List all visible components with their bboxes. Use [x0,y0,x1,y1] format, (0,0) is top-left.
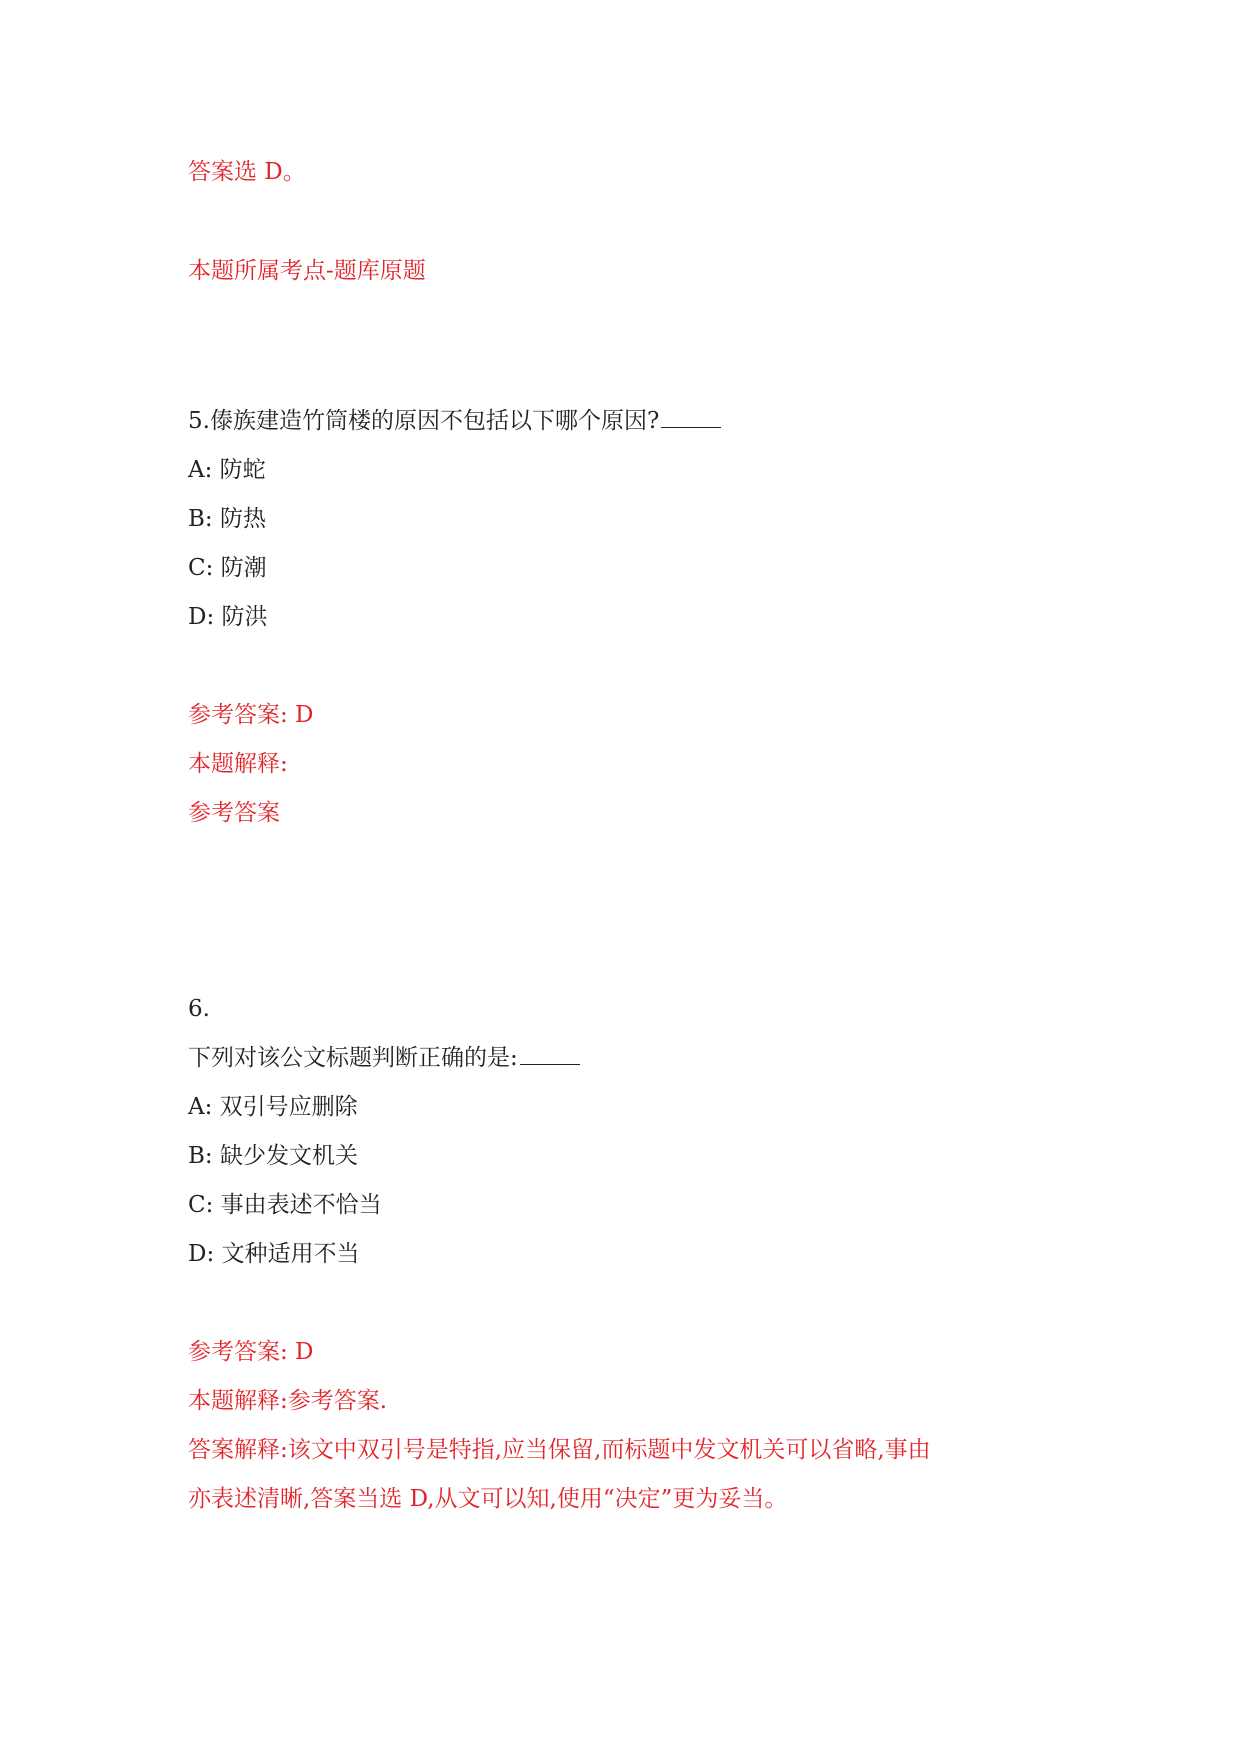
q5-option-key: B: [188,506,213,532]
q5-explanation-text: 参考答案 [188,800,280,826]
q5-option-key: A: [188,457,213,483]
q6-option-b [188,1141,358,1171]
q6-option-text: 文种适用不当 [221,1241,360,1267]
q6-option-key: B: [188,1143,213,1169]
q6-option-a [188,1092,358,1122]
q6-option-text: 事由表述不恰当 [220,1192,382,1218]
q5-option-a [188,455,266,485]
q5-option-b [188,504,266,534]
q6-answer-explanation-line1: 答案解释:该文中双引号是特指,应当保留,而标题中发文机关可以省略,事由 [188,1437,931,1463]
q6-answer-explanation-line2: 亦表述清晰,答案当选 D,从文可以知,使用“决定”更为妥当。 [188,1486,788,1512]
q5-stem-text: 5.傣族建造竹筒楼的原因不包括以下哪个原因? [188,408,660,434]
q6-answer-blank [520,1044,580,1065]
q5-option-key: C: [188,555,214,581]
q6-option-text: 双引号应删除 [219,1094,358,1120]
q5-option-text: 防潮 [220,555,267,581]
q5-option-text: 防洪 [221,604,268,630]
q6-explanation: 本题解释:参考答案. [188,1388,388,1414]
q6-stem-text: 下列对该公文标题判断正确的是: [188,1045,518,1071]
q5-option-c [188,553,267,583]
q5-option-text: 防蛇 [219,457,266,483]
q6-option-d [188,1239,360,1269]
q5-option-d [188,602,268,632]
q6-option-key: C: [188,1192,214,1218]
q6-stem [188,1043,580,1073]
q6-option-key: D: [188,1241,215,1267]
q5-stem [188,406,721,436]
q5-explanation-label: 本题解释: [188,751,288,777]
q6-option-c [188,1190,382,1220]
q6-option-key: A: [188,1094,213,1120]
q5-option-text: 防热 [219,506,266,532]
q6-number: 6. [188,996,210,1022]
q6-option-text: 缺少发文机关 [219,1143,358,1169]
q5-answer-blank [661,407,721,428]
q5-reference-answer: 参考答案: D [188,702,314,728]
q6-reference-answer: 参考答案: D [188,1339,314,1365]
q4-answer-choice: 答案选 D。 [188,159,306,185]
q4-source-note: 本题所属考点-题库原题 [188,258,426,284]
q5-option-key: D: [188,604,215,630]
